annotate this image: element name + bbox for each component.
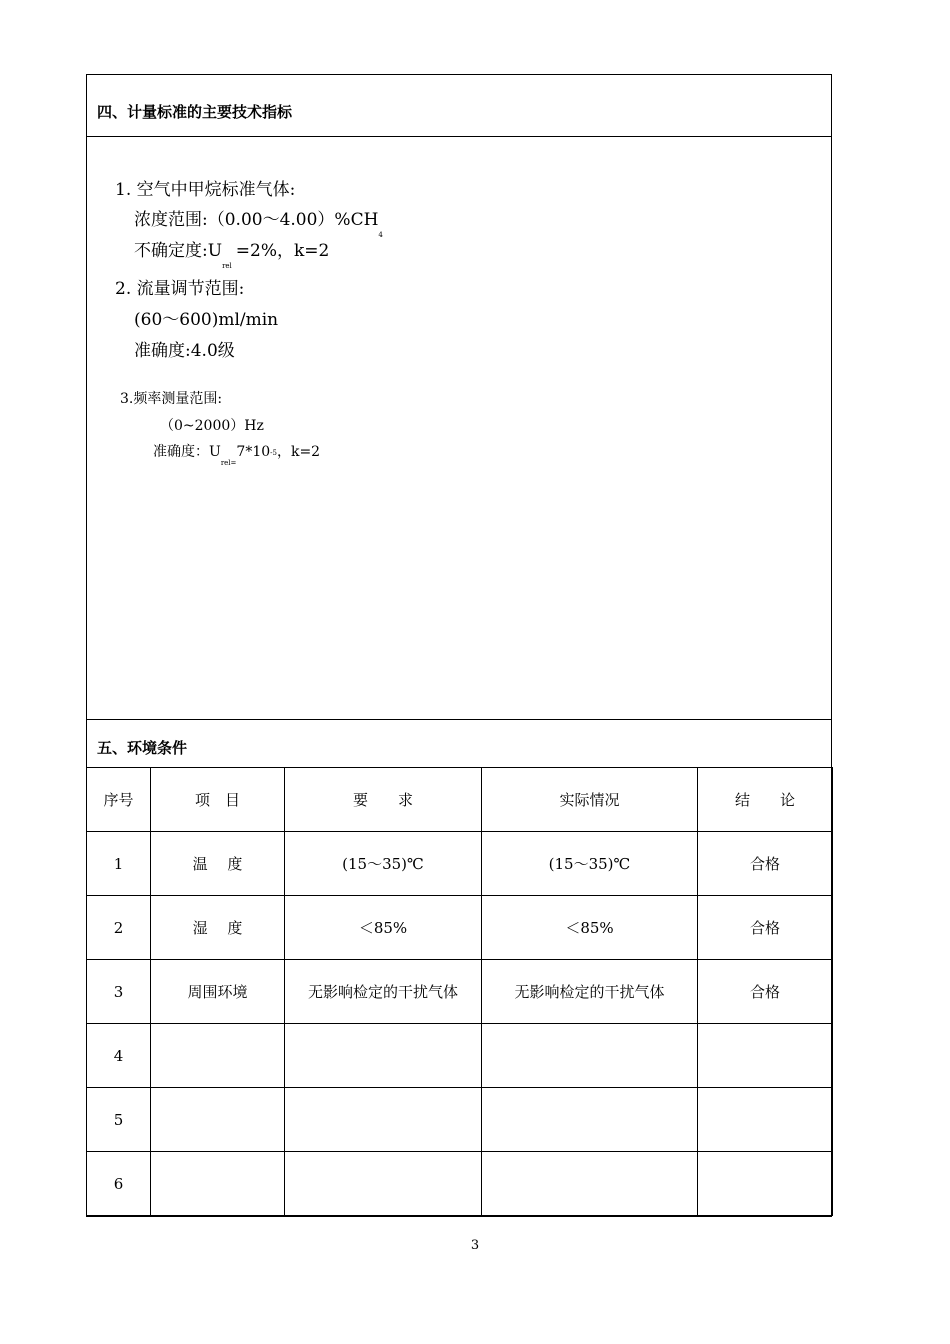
cell-requirement: ＜85% (285, 896, 482, 960)
divider (87, 136, 831, 137)
cell-actual (482, 1088, 698, 1152)
uncertainty-prefix: 不确定度:U (134, 241, 223, 261)
cell-requirement: 无影响检定的干扰气体 (285, 960, 482, 1024)
cell-requirement (285, 1152, 482, 1216)
cell-actual (482, 1152, 698, 1216)
uncertainty-value: =2%，k=2 (235, 241, 330, 261)
frequency-accuracy-suffix: ，k=2 (276, 444, 321, 460)
table-row (87, 896, 833, 960)
cell-index: 2 (87, 896, 151, 960)
header-item: 项 目 (151, 768, 285, 832)
concentration-range (134, 205, 383, 239)
table-row (87, 1152, 833, 1216)
cell-actual: ＜85% (482, 896, 698, 960)
flow-range-value: (60～600)ml/min (134, 310, 279, 330)
cell-actual (482, 1024, 698, 1088)
header-requirement: 要 求 (285, 768, 482, 832)
environment-table (86, 767, 833, 1216)
section4-title: 四、计量标准的主要技术指标 (97, 103, 293, 121)
uncertainty-subscript: rel (222, 262, 232, 270)
cell-item: 温 度 (151, 832, 285, 896)
cell-conclusion: 合格 (698, 960, 833, 1024)
cell-item (151, 1088, 285, 1152)
frequency-range-value: （0~2000）Hz (160, 418, 264, 434)
flow-range-heading: 2. 流量调节范围: (115, 279, 245, 299)
cell-conclusion: 合格 (698, 896, 833, 960)
ch4-subscript: 4 (378, 231, 383, 239)
frequency-accuracy-exponent: -5 (270, 449, 277, 457)
cell-item: 周围环境 (151, 960, 285, 1024)
frequency-range-heading: 3.频率测量范围: (120, 391, 223, 407)
table-row (87, 1024, 833, 1088)
cell-requirement (285, 1024, 482, 1088)
cell-item (151, 1152, 285, 1216)
cell-conclusion (698, 1024, 833, 1088)
divider (87, 719, 831, 720)
cell-actual: (15～35)℃ (482, 832, 698, 896)
cell-index: 3 (87, 960, 151, 1024)
frequency-accuracy-mid: 7*10 (236, 444, 271, 460)
table-row (87, 1088, 833, 1152)
flow-accuracy: 准确度:4.0级 (134, 341, 235, 361)
cell-conclusion (698, 1152, 833, 1216)
cell-index: 1 (87, 832, 151, 896)
frequency-accuracy-prefix: 准确度：U (153, 444, 221, 460)
section5-title: 五、环境条件 (97, 739, 188, 757)
table-header-row (87, 768, 833, 832)
header-conclusion: 结 论 (698, 768, 833, 832)
table-row (87, 832, 833, 896)
page-number: 3 (470, 1238, 480, 1253)
cell-item (151, 1024, 285, 1088)
frequency-accuracy-subscript: rel= (220, 459, 237, 467)
concentration-range-text: 浓度范围:（0.00～4.00）%CH (134, 210, 379, 230)
cell-item: 湿 度 (151, 896, 285, 960)
header-index: 序号 (87, 768, 151, 832)
table-row (87, 960, 833, 1024)
cell-actual: 无影响检定的干扰气体 (482, 960, 698, 1024)
cell-index: 5 (87, 1088, 151, 1152)
cell-requirement: (15～35)℃ (285, 832, 482, 896)
header-actual: 实际情况 (482, 768, 698, 832)
form-frame (86, 74, 832, 1217)
uncertainty (134, 236, 330, 270)
cell-index: 4 (87, 1024, 151, 1088)
cell-index: 6 (87, 1152, 151, 1216)
frequency-accuracy (153, 441, 321, 467)
cell-requirement (285, 1088, 482, 1152)
cell-conclusion: 合格 (698, 832, 833, 896)
methane-standard-heading: 1. 空气中甲烷标准气体: (115, 180, 296, 200)
cell-conclusion (698, 1088, 833, 1152)
